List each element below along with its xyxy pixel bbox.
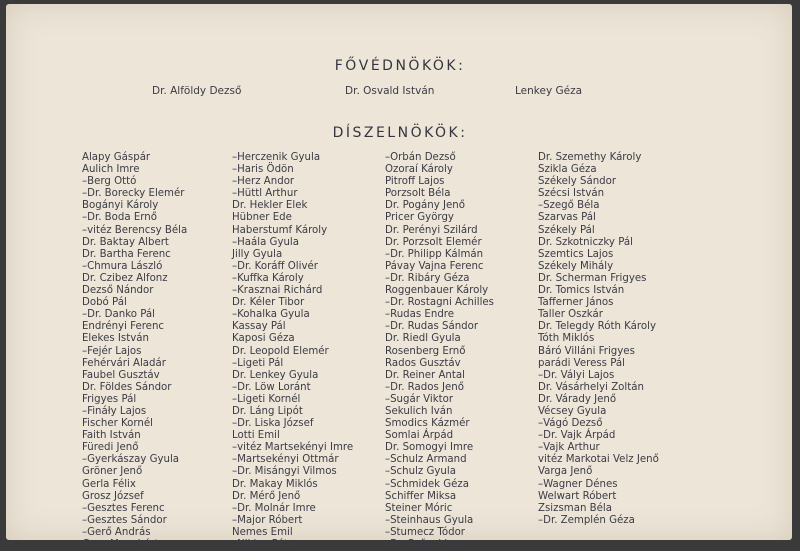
name-entry: Dr. Várady Jenő [538,393,617,405]
name-entry: Fehérvári Aladár [82,357,166,369]
name-entry: Dr. Földes Sándor [82,381,172,393]
name-entry: Pávay Vajna Ferenc [385,260,484,272]
name-entry: Pricer György [385,212,454,224]
name-entry: –Gesztes Ferenc [82,502,165,514]
name-entry: Alapy Gáspár [82,152,151,163]
name-entry: Dr. Kéler Tibor [232,297,305,309]
name-entry: –Martsekényi Ottmár [232,454,339,466]
name-entry: Taller Oszkár [538,309,603,321]
name-entry: –Dr. Löw Loránt [232,381,311,393]
patron-2: Dr. Osvald István [345,85,435,97]
name-entry: vitéz Markotai Velz Jenő [538,454,659,466]
name-entry: Székely Pál [538,224,595,236]
name-entry: –vitéz Martsekényi Imre [232,442,354,454]
name-entry: Varga Jenő [538,466,593,478]
name-entry: Dr. Leopold Elemér [232,345,329,357]
name-entry: Dr. Szkotniczky Pál [538,236,633,248]
name-entry: Szemtics Lajos [538,248,614,260]
name-entry: Grosz József [82,490,144,502]
name-entry: Székely Sándor [538,176,617,188]
name-entry: –Dr. Danko Pál [82,309,155,321]
name-entry: Vécsey Gyula [538,405,607,417]
name-entry: Dr. Telegdy Róth Károly [538,321,656,333]
name-entry: Dr. Baktay Albert [82,236,169,248]
name-entry: Szécsi István [538,188,605,200]
name-entry: Sekulich Iván [385,405,453,417]
name-entry: –Dr. Misángyi Vilmos [232,466,337,478]
name-column-2 [232,152,353,551]
patron-1: Dr. Alföldy Dezső [152,85,242,97]
name-entry: Aulich Imre [82,164,140,176]
name-entry: –Niklay Péter [232,539,299,550]
name-entry: –Wagner Dénes [538,478,618,490]
name-entry: –Major Róbert [232,514,303,526]
name-entry: –Dr. Borecky Elemér [82,188,185,200]
name-entry: –Steinhaus Gyula [385,514,474,526]
name-entry: –Fejér Lajos [82,345,142,357]
name-entry: –Dr. Molnár Imre [232,502,316,514]
name-entry: Fischer Kornél [82,418,153,430]
name-entry: –Herczenik Gyula [232,152,321,163]
name-entry: –Dr. Rostagni Achilles [385,297,494,309]
name-entry: –Haála Gyula [232,236,300,248]
name-entry: –Dr. Boda Ernő [82,212,157,224]
name-entry: Frigyes Pál [82,393,137,405]
name-entry: Bogányi Károly [82,200,159,212]
name-entry: Dr. Somogyi Imre [385,442,474,454]
name-entry: parádi Veress Pál [538,357,625,369]
name-entry: –Dr. Vályi Lajos [538,369,615,381]
name-entry: –Kuffka Károly [232,272,304,284]
name-entry: –Kohalka Gyula [232,309,310,321]
name-entry: –Dr. Liska József [232,418,314,430]
name-entry: Dr. Lenkey Gyula [232,369,319,381]
patrons-heading: FŐVÉDNÖKÖK: [334,58,466,74]
name-entry: –Stumecz Tódor [385,526,466,538]
name-entry: Roggenbauer Károly [385,285,489,297]
name-entry: Tafferner János [538,297,614,309]
name-entry: Nemes Emil [232,526,293,538]
name-entry: –Gyerkászay Gyula [82,454,180,466]
name-entry: –Chmura László [82,260,163,272]
name-entry: Haberstumf Károly [232,224,328,236]
name-entry: Pitroff Lajos [385,176,445,188]
name-column-4 [538,152,659,527]
name-entry: Dr. Vásárhelyi Zoltán [538,381,644,393]
name-entry: Faubel Gusztáv [82,369,160,381]
name-entry: Dr. Bartha Ferenc [82,248,171,260]
name-entry: Ozoraí Károly [385,164,453,176]
name-entry: Tóth Miklós [538,333,595,345]
name-entry: –vitéz Berencsy Béla [82,224,188,236]
name-entry: –Fináły Lajos [82,405,147,417]
name-entry: –Vágó Dezső [538,418,603,430]
name-column-3 [385,152,494,551]
name-entry: Gröner Jenő [82,466,143,478]
name-entry: Dr. Riedl Gyula [385,333,461,345]
name-entry: Kaposi Géza [232,333,295,345]
name-entry: Somlai Árpád [385,430,454,442]
name-entry: Gran Menyhért [82,539,159,550]
name-entry: Székely Mihály [538,260,614,272]
name-entry: –Ligeti Kornél [232,393,301,405]
name-entry: Welwart Róbert [538,490,617,502]
name-entry: Dr. Czibez Alfonz [82,272,168,284]
name-entry: –Ligeti Pál [232,357,284,369]
name-entry: Faith István [82,430,141,442]
name-entry: –Orbán Dezső [385,152,456,163]
name-entry: –Dr. Ribáry Géza [385,272,470,284]
name-entry: –Haris Ödön [232,164,294,176]
name-entry: –Dr. Szőgyi Imre [385,539,468,550]
name-entry: –Berg Ottó [82,176,137,188]
name-entry: Dr. Makay Miklós [232,478,318,490]
name-entry: Gerla Félix [82,478,136,490]
name-entry: Kassay Pál [232,321,286,333]
name-entry: –Dr. Koráff Olivér [232,260,318,272]
name-entry: Dezső Nándor [82,285,154,297]
name-entry: Dobó Pál [82,297,127,309]
name-entry: –Gerő András [82,526,151,538]
patron-3: Lenkey Géza [515,85,583,97]
name-entry: Dr. Porzsolt Elemér [385,236,482,248]
name-entry: Dr. Hekler Elek [232,200,308,212]
name-column-1 [82,152,187,551]
name-entry: Dr. Szemethy Károly [538,152,642,163]
name-entry: –Rudas Endre [385,309,455,321]
name-entry: –Vajk Arthur [538,442,600,454]
name-entry: Endrényi Ferenc [82,321,165,333]
name-entry: Elekes István [82,333,149,345]
name-entry: Szarvas Pál [538,212,596,224]
name-entry: –Herz Andor [232,176,295,188]
name-entry: Porzsolt Béla [385,188,451,200]
name-entry: Dr. Mérő Jenő [232,490,301,502]
name-entry: Smodics Kázmér [385,418,470,430]
name-entry: –Hüttl Arthur [232,188,298,200]
name-entry: Dr. Tomics István [538,285,625,297]
name-entry: Füredi Jenő [82,442,139,454]
name-entry: Lotti Emil [232,430,280,442]
name-entry: Zsizsman Béla [538,502,612,514]
name-entry: –Dr. Rados Jenő [385,381,464,393]
name-entry: Rosenberg Ernő [385,345,466,357]
name-entry: Dr. Pogány Jenő [385,200,465,212]
name-entry: –Sugár Viktor [385,393,454,405]
name-entry: Rados Gusztáv [385,357,461,369]
name-entry: Jilly Gyula [232,248,283,260]
name-entry: –Dr. Philipp Kálmán [385,248,484,260]
name-entry: –Schulz Gyula [385,466,456,478]
name-entry: –Krasznai Richárd [232,285,323,297]
name-entry: –Gesztes Sándor [82,514,167,526]
name-entry: –Schmidek Géza [385,478,469,490]
name-entry: Dr. Láng Lipót [232,405,303,417]
name-entry: –Szegő Béla [538,200,600,212]
name-entry: Szikla Géza [538,164,597,176]
name-entry: Dr. Scherman Frigyes [538,272,647,284]
name-entry: Steiner Móric [385,502,453,514]
name-entry: –Dr. Zemplén Géza [538,514,635,526]
name-entry: Hübner Ede [232,212,292,224]
name-entry: –Dr. Vajk Árpád [538,430,616,442]
name-entry: Dr. Reiner Antal [385,369,465,381]
name-entry: –Dr. Rudas Sándor [385,321,479,333]
name-entry: Schiffer Miksa [385,490,457,502]
name-entry: Báró Villáni Frigyes [538,345,635,357]
name-entry: Dr. Perényi Szilárd [385,224,478,236]
honorary-presidents-heading: DÍSZELNÖKÖK: [332,125,468,141]
name-entry: –Schulz Armand [385,454,467,466]
